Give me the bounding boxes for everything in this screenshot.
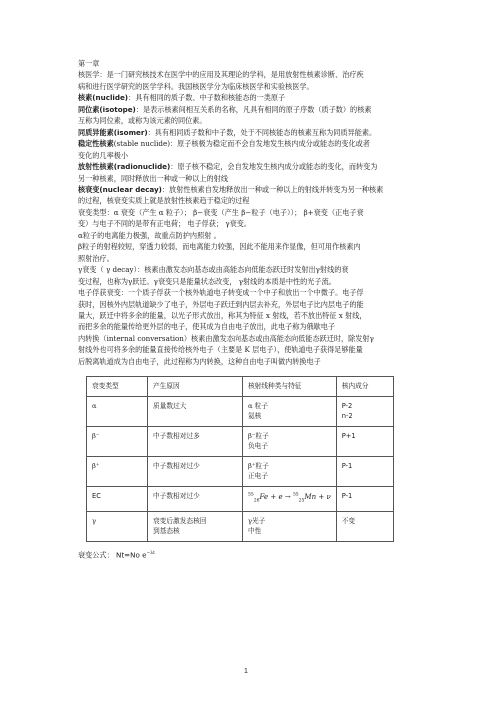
table-row xyxy=(87,396,394,426)
table-cell: P-2 n-2 xyxy=(336,396,393,426)
decay-line: 衰变类型：α 衰变（产生 α 粒子）； β−衰变（产生 β−粒子（电子））； β+衰变（正电子衰 xyxy=(78,207,364,217)
term-isotope: 同位素(isotope)：是表示核素间相互关系的名称，凡具有相同的原子序数（质子数）的核素 xyxy=(78,104,372,114)
table-cell: 不变 xyxy=(336,511,393,541)
table-cell: P-1 xyxy=(336,456,393,486)
document-page xyxy=(78,58,422,561)
table-cell: 中子数相对过少 xyxy=(148,486,243,511)
table-cell: α xyxy=(87,396,148,426)
table-header-cell: 产生原因 xyxy=(148,377,243,397)
table-cell xyxy=(243,486,337,511)
table-row xyxy=(87,511,394,541)
table-row xyxy=(87,426,394,456)
table-row xyxy=(87,486,394,511)
table-cell: β⁻ xyxy=(87,426,148,456)
decay-line: 变）与电子不同的是带有正电荷； 电子俘获； γ衰变。 xyxy=(78,219,252,229)
decay-line: 内转换（internal conversation）核素由激发态向基态或由高能态向低能态跃迁时，除发射γ xyxy=(78,333,374,343)
table-cell: P+1 xyxy=(336,426,393,456)
table-row xyxy=(87,456,394,486)
table-header-cell: 衰变类型 xyxy=(87,377,148,397)
term-radionuclide: 放射性核素(radionuclide)：原子核不稳定，会自发地发生核内成分或能态的变化，而转变为 xyxy=(78,162,378,172)
decay-line: β粒子的射程较短，穿透力较弱，而电离能力较强，因此不能用来作显像，但可用作核素内 xyxy=(78,242,361,252)
decay-line: 后脱离轨道成为自由电子，此过程称为内转换，这种自由电子叫做内转换电子 xyxy=(78,356,321,366)
decay-line: 照射治疗。 xyxy=(78,253,114,263)
table-cell: 质量数过大 xyxy=(148,396,243,426)
table-header-row xyxy=(87,377,394,397)
decay-formula: 衰变公式： Nt=No $e^{-\lambda t}$ xyxy=(78,550,155,560)
decay-line: γ衰变（ γ decay）：核素由激发态向基态或由高能态向低能态跃迁时发射出γ射线的衰 xyxy=(78,265,349,275)
table-cell: γ xyxy=(87,511,148,541)
term-nuclear-decay: 核衰变(nuclear decay)：放射性核素自发地释放出一种或一种以上的射线并转变为另一种核素 xyxy=(78,184,384,194)
table-cell: β⁺粒子 正电子 xyxy=(243,456,337,486)
decay-line: 获时，因核外内层轨道缺少了电子，外层电子跃迁到内层去补充，外层电子比内层电子的能 xyxy=(78,299,364,309)
table-header-cell: 核射线种类与特征 xyxy=(243,377,337,397)
table-cell: EC xyxy=(87,486,148,511)
decay-line: 量大，跃迁中将多余的能量，以光子形式放出，称其为特征 x 射线，若不放出特征 x 射线， xyxy=(78,310,367,320)
decay-table xyxy=(86,376,394,542)
term-nuclide: 核素(nuclide)：具有相同的质子数、中子数和核能态的一类原子 xyxy=(78,93,286,103)
table-cell: P-1 xyxy=(336,486,393,511)
decay-line: α粒子的电离能力极强，故重点防护内照射 。 xyxy=(78,230,221,240)
ec-formula: $^{55}_{26}$Fe + e → $^{55}_{25}$Mn + ν xyxy=(248,492,331,504)
term-isotope-cont: 互称为同位素，或称为该元素的同位素。 xyxy=(78,116,207,126)
term-stable-nuclide-cont: 变化的几率极小 xyxy=(78,150,128,160)
table-cell: γ光子 中性 xyxy=(243,511,337,541)
term-nuclear-decay-cont: 的过程，核衰变实质上就是放射性核素趋于稳定的过程 xyxy=(78,196,250,206)
term-radionuclide-cont: 另一种核素，同时释放出一种或一种以上的射线 xyxy=(78,173,228,183)
chapter-heading: 第一章 xyxy=(78,59,100,68)
table-header-cell: 核内成分 xyxy=(336,377,393,397)
table-cell: 衰变后激发态核回 到基态核 xyxy=(148,511,243,541)
decay-line: 变过程，也称为γ跃迁。γ衰变只是能量状态改变， γ射线的本质是中性的光子流。 xyxy=(78,276,336,286)
decay-line: 射线外也可将多余的能量直接传给核外电子（主要是 K 层电子），使轨道电子获得足够能量 xyxy=(78,345,363,355)
table-cell: β⁺ xyxy=(87,456,148,486)
decay-line: 电子俘获衰变：一个质子俘获一个核外轨道电子转变成一个中子和放出一个中微子。电子俘 xyxy=(78,288,364,298)
table-cell: 中子数相对过少 xyxy=(148,456,243,486)
paragraph-line: 病和进行医学研究的医学学科。我国核医学分为临床核医学和实验核医学。 xyxy=(78,81,314,91)
term-isomer: 同质异能素(isomer)：具有相同质子数和中子数，处于不同核能态的核素互称为同质异能素。 xyxy=(78,127,377,137)
term-stable-nuclide: 稳定性核素(stable nuclide)：原子核极为稳定而不会自发地发生核内成分或能态的变化或者 xyxy=(78,139,370,149)
page-number: 1 xyxy=(244,668,248,675)
table-cell: α 粒子 氦核 xyxy=(243,396,337,426)
table-cell: β⁻粒子 负电子 xyxy=(243,426,337,456)
decay-line: 而把多余的能量传给更外层的电子，使其成为自由电子放出，此电子称为俄歇电子 xyxy=(78,322,336,332)
paragraph-line: 核医学：是一门研究核技术在医学中的应用及其理论的学科，是用放射性核素诊断、治疗疾 xyxy=(78,70,364,80)
table-cell: 中子数相对过多 xyxy=(148,426,243,456)
